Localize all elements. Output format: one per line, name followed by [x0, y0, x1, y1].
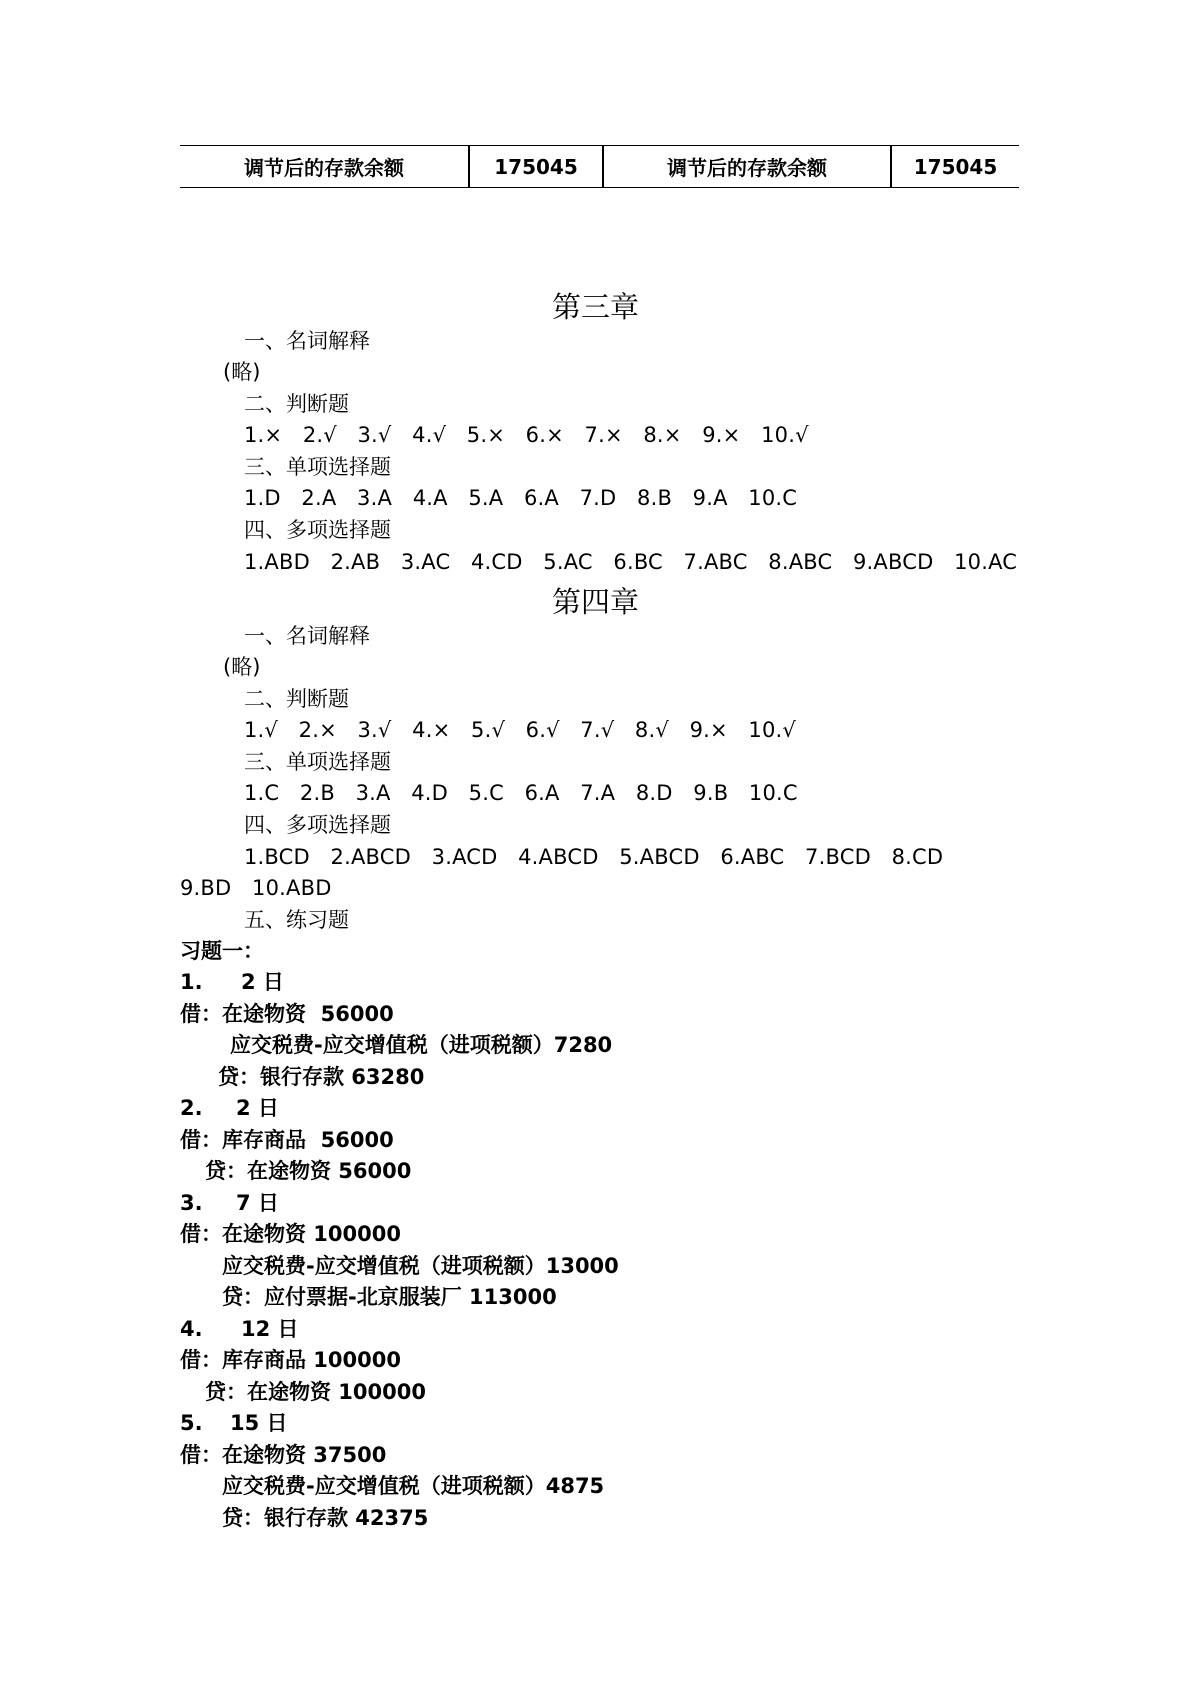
ch4-single-choice-answers: 1.C 2.B 3.A 4.D 5.C 6.A 7.A 8.D 9.B 10.C — [244, 781, 798, 805]
ch3-section-single-choice: 三、单项选择题 — [244, 455, 391, 479]
ch4-terms-note: (略) — [223, 655, 261, 679]
table-cell-right-label: 调节后的存款余额 — [667, 156, 827, 180]
entry-date: 12 日 — [241, 1317, 299, 1341]
entry-credit: 贷：应付票据-北京服装厂 113000 — [222, 1285, 557, 1309]
entry-debit: 借：库存商品 56000 — [180, 1128, 394, 1152]
entry-debit-sub: 应交税费-应交增值税（进项税额）4875 — [222, 1474, 605, 1498]
table-cell-left-value: 175045 — [494, 154, 578, 179]
ch4-multi-choice-answers-line1: 1.BCD 2.ABCD 3.ACD 4.ABCD 5.ABCD 6.ABC 7.BCD 8.CD — [244, 845, 944, 869]
bank-reconciliation-table-row — [180, 145, 1019, 188]
entry-credit: 贷：在途物资 100000 — [205, 1380, 426, 1404]
ch3-section-true-false: 二、判断题 — [244, 392, 349, 416]
ch3-single-choice-answers: 1.D 2.A 3.A 4.A 5.A 6.A 7.D 8.B 9.A 10.C — [244, 486, 798, 510]
entry-date: 2 日 — [236, 1096, 279, 1120]
entry-number: 3. — [180, 1191, 203, 1215]
ch3-section-multi-choice: 四、多项选择题 — [244, 518, 391, 542]
entry-debit: 借：库存商品 100000 — [180, 1348, 401, 1372]
entry-date: 2 日 — [241, 970, 284, 994]
ch4-section-multi-choice: 四、多项选择题 — [244, 813, 391, 837]
ch4-section-terms: 一、名词解释 — [244, 624, 370, 648]
entry-credit: 贷：银行存款 42375 — [222, 1506, 429, 1530]
table-cell-right-value: 175045 — [913, 154, 998, 179]
ch3-multi-choice-answers: 1.ABD 2.AB 3.AC 4.CD 5.AC 6.BC 7.ABC 8.ABC 9.ABCD 10.AC — [244, 550, 1018, 574]
entry-number: 5. — [180, 1411, 203, 1435]
ch3-section-terms: 一、名词解释 — [244, 329, 370, 353]
chapter-3-title: 第三章 — [551, 290, 639, 324]
entry-date: 7 日 — [236, 1191, 279, 1215]
entry-debit: 借：在途物资 56000 — [180, 1002, 394, 1026]
entry-credit: 贷：银行存款 63280 — [218, 1065, 425, 1089]
ch4-section-true-false: 二、判断题 — [244, 687, 349, 711]
entry-debit-sub: 应交税费-应交增值税（进项税额）13000 — [222, 1254, 619, 1278]
entry-number: 4. — [180, 1317, 203, 1341]
entry-debit: 借：在途物资 100000 — [180, 1222, 401, 1246]
ch4-section-single-choice: 三、单项选择题 — [244, 750, 391, 774]
entry-number: 1. — [180, 970, 203, 994]
entry-credit: 贷：在途物资 56000 — [205, 1159, 412, 1183]
ch4-multi-choice-answers-line2: 9.BD 10.ABD — [180, 876, 332, 900]
chapter-4-title: 第四章 — [551, 585, 639, 619]
table-cell-left-label: 调节后的存款余额 — [244, 156, 404, 180]
ch3-terms-note: (略) — [223, 360, 261, 384]
entry-date: 15 日 — [230, 1411, 288, 1435]
ch3-true-false-answers: 1.× 2.√ 3.√ 4.√ 5.× 6.× 7.× 8.× 9.× 10.√ — [244, 423, 809, 447]
ch4-section-exercises: 五、练习题 — [244, 908, 349, 932]
ch4-true-false-answers: 1.√ 2.× 3.√ 4.× 5.√ 6.√ 7.√ 8.√ 9.× 10.√ — [244, 718, 797, 742]
exercise-title: 习题一： — [180, 939, 264, 963]
entry-debit: 借：在途物资 37500 — [180, 1443, 387, 1467]
entry-debit-sub: 应交税费-应交增值税（进项税额）7280 — [230, 1033, 613, 1057]
entry-number: 2. — [180, 1096, 203, 1120]
